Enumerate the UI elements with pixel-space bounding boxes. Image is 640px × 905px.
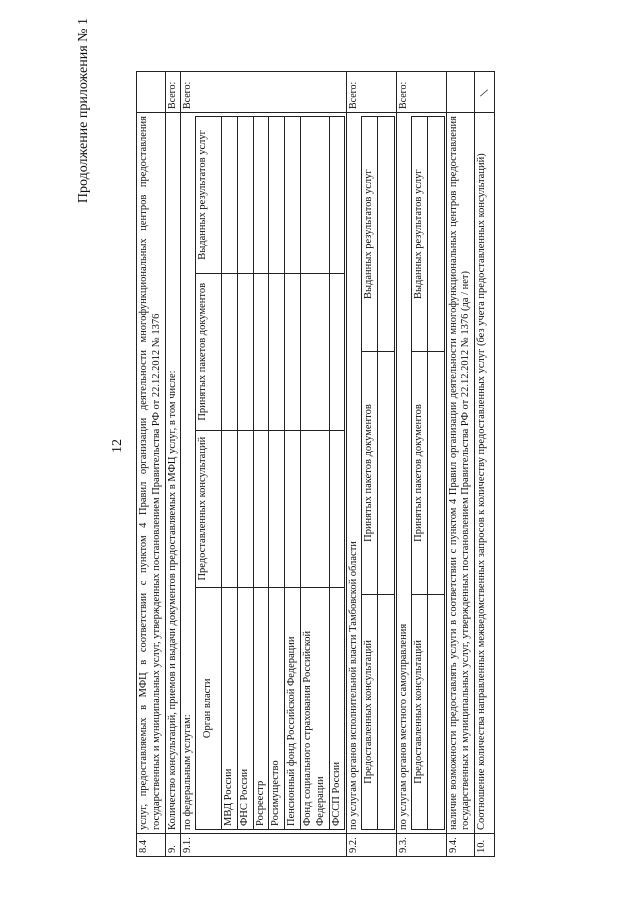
row-text: услуг, предоставляемых в МФЦ в соответствии с пунктом 4 Правил организации деятельности многофункциональных центров предоставления государственных и муниципальных услуг, утвержденных постановлением Правительства РФ от 22.12.2012 № 1376: [137, 113, 166, 834]
municipal-services-table: [411, 116, 445, 830]
value-row: [377, 117, 394, 830]
authority-name: ФНС России: [237, 587, 253, 829]
federal-services-table: [195, 116, 345, 830]
row-text: Количество консультаций, приемов и выдачи документов предоставляемых в МФЦ услуг, в том числе:: [165, 113, 181, 834]
row-number: 9.3.: [396, 834, 446, 857]
header-row: [411, 117, 427, 830]
authority-row: [221, 117, 237, 830]
total-label: Всего:: [347, 72, 397, 113]
page-number: 12: [110, 439, 125, 453]
col-issued-header: Выданных результатов услуг: [362, 117, 378, 352]
col-consult-header: Предоставленных консультаций: [411, 594, 427, 829]
appendix-continuation-title: Продолжение приложения № 1: [76, 18, 91, 204]
authority-row: [253, 117, 269, 830]
authority-name: Росреестр: [253, 587, 269, 829]
row-number: 10.: [475, 834, 495, 857]
row-number: 9.2.: [347, 834, 397, 857]
value-row: [427, 117, 444, 830]
table-row-9-3: [396, 72, 446, 857]
row-text: по услугам органов местного самоуправления: [397, 623, 409, 830]
authority-row: [237, 117, 253, 830]
authority-row: [285, 117, 301, 830]
table-row-9-4: [446, 72, 475, 857]
header-row: [362, 117, 378, 830]
header-row: [196, 117, 222, 830]
row-text: по федеральным услугам:: [182, 714, 194, 830]
col-consult-header: Предоставленных консультаций: [362, 594, 378, 829]
authority-name: МВД России: [221, 587, 237, 829]
row-content: [181, 113, 347, 834]
row-total-cell: [475, 72, 495, 113]
row-text: Соотношение количества направленных межведомственных запросов к количеству предоставленных услуг (без учета предоставленных консультаций): [475, 113, 495, 834]
row-number: 8.4: [137, 834, 166, 857]
col-authority-header: Орган власти: [196, 587, 222, 829]
col-issued-header: Выданных результатов услуг: [196, 117, 222, 274]
authority-name: Росимущество: [269, 587, 285, 829]
authority-name: Фонд социального страхования Российской Федерации: [300, 587, 329, 829]
col-accepted-header: Принятых пакетов документов: [362, 352, 378, 594]
col-accepted-header: Принятых пакетов документов: [196, 273, 222, 430]
authority-row: [329, 117, 345, 830]
row-number: 9.: [165, 834, 181, 857]
row-number: 9.1.: [181, 834, 347, 857]
total-label: Всего:: [181, 72, 347, 113]
row-total-cell: [137, 72, 166, 113]
slash-mark: /: [479, 84, 491, 100]
table-row-8-4: [137, 72, 166, 857]
row-text: наличие возможности предоставлять услуги в соответствии с пунктом 4 Правил организации деятельности многофункциональных центров предоставления государственных и муниципальных услуг, утвержденных постановлением Правительства РФ от 22.12.2012 № 1376 (да / нет): [446, 113, 475, 834]
row-number: 9.4.: [446, 834, 475, 857]
row-text: по услугам органов исполнительной власти Тамбовской области: [348, 541, 360, 830]
authority-row: [269, 117, 285, 830]
report-table: [136, 71, 495, 857]
table-row-9: [165, 72, 181, 857]
row-total-cell: [446, 72, 475, 113]
row-content: [396, 113, 446, 834]
col-consult-header: Предоставленных консультаций: [196, 430, 222, 587]
col-issued-header: Выданных результатов услуг: [411, 117, 427, 352]
total-label: Всего:: [165, 72, 181, 113]
table-row-10: [475, 72, 495, 857]
table-row-9-2: [347, 72, 397, 857]
regional-services-table: [361, 116, 395, 830]
authority-row: [300, 117, 329, 830]
authority-name: ФССП России: [329, 587, 345, 829]
col-accepted-header: Принятых пакетов документов: [411, 352, 427, 594]
row-content: [347, 113, 397, 834]
total-label: Всего:: [396, 72, 446, 113]
table-row-9-1: [181, 72, 347, 857]
authority-name: Пенсионный фонд Российской Федерации: [285, 587, 301, 829]
